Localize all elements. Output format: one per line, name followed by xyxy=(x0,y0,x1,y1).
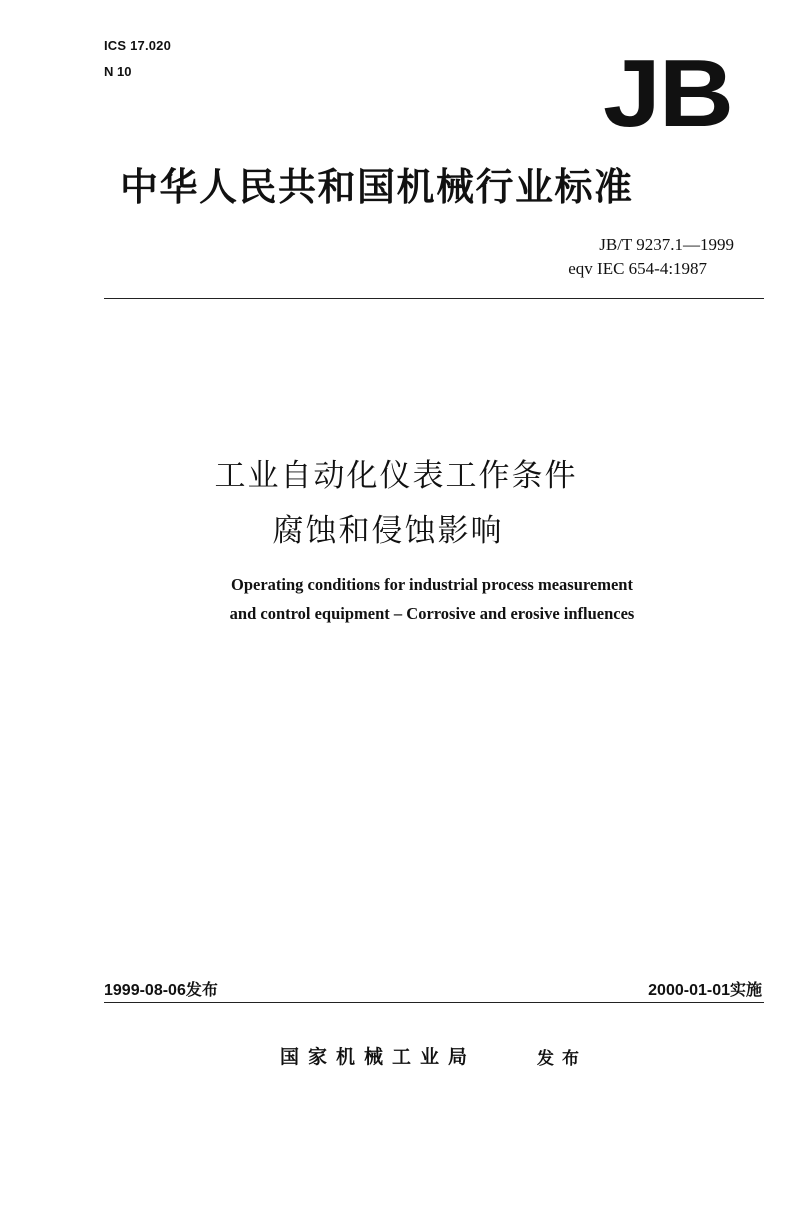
jb-logo: JB xyxy=(603,40,732,148)
classification-code: N 10 xyxy=(104,64,132,79)
standard-number: JB/T 9237.1—1999 xyxy=(599,235,734,254)
publish-label: 发布 xyxy=(537,1049,587,1069)
standard-number-block xyxy=(568,233,734,281)
standard-category: 中华人民共和国机械行业标准 xyxy=(120,165,634,209)
issue-date: 1999-08-06发布 xyxy=(104,982,218,999)
title-zh-line2: 腐蚀和侵蚀影响 xyxy=(272,513,504,549)
implementation-date: 2000-01-01实施 xyxy=(648,982,762,999)
title-en-line1: Operating conditions for industrial process measurement xyxy=(231,575,633,594)
title-zh-line1: 工业自动化仪表工作条件 xyxy=(214,458,578,494)
ics-code: ICS 17.020 xyxy=(104,38,172,53)
header-divider xyxy=(104,298,764,299)
title-en-line2: and control equipment – Corrosive and erosive influences xyxy=(229,604,635,623)
footer-divider xyxy=(104,1002,764,1003)
equivalence-note: eqv IEC 654-4:1987 xyxy=(568,259,708,278)
publisher-name: 国家机械工业局 xyxy=(280,1046,477,1068)
